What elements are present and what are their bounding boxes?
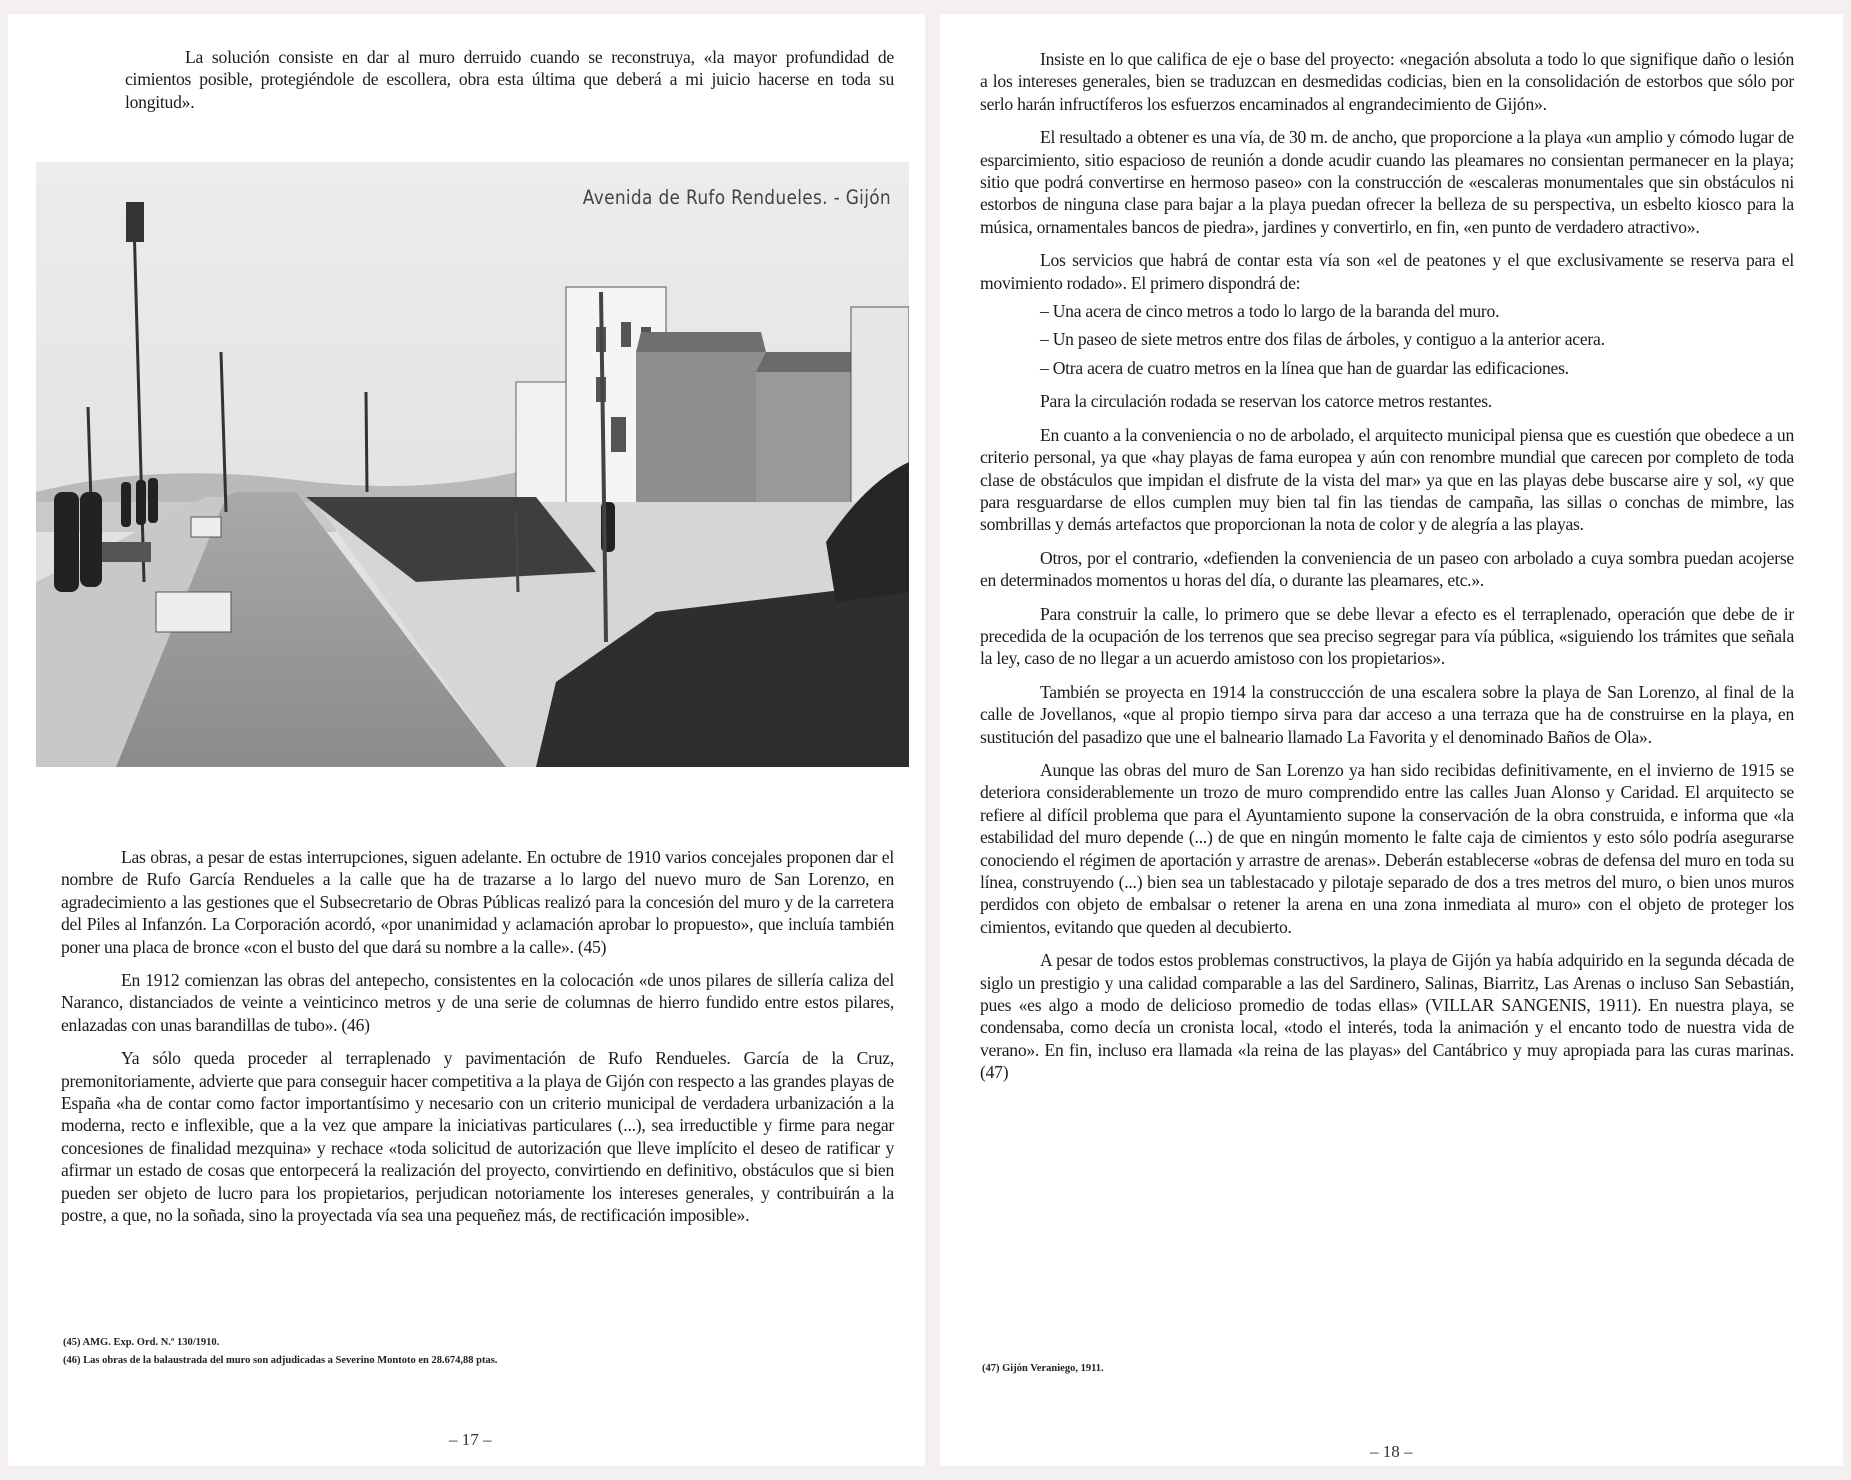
paragraph: Aunque las obras del muro de San Lorenzo ya han sido recibidas definitivamente, en el invierno de 1915 se deteriora considerablemente un trozo de muro comprendido entre las calles Juan Alonso y Caridad. El arquitecto se refiere al difícil problema que para el Ayuntamiento supone la conservación de la obra construida, e informa que «la estabilidad del muro depende (...) de que en ningún momento le falte caja de cimientos y esto sólo podría asegurarse conociendo el régimen de aportación y arrastre de arenas». Deberán establecerse «obras de defensa del muro en toda su línea, construyendo (...) bien sea un tablestacado y pilotaje separado de dos a tres metros del muro, o bien unos muros perdidos con objeto de embalsar o retener la arena en una zona inmediata al muro» con el objeto de proteger los cimientos, evitando que queden al decubierto. — [980, 759, 1794, 937]
paragraph: Ya sólo queda proceder al terraplenado y pavimentación de Rufo Rendueles. García de la Cruz, premonitoriamente, advierte que para conseguir hacer competitiva a la playa de Gijón con respecto a las grandes playas de España «ha de contar como factor importantísimo y necesario con un criterio municipal de verdadera urbanización a la moderna, recto e inflexible, que a la vez que ampare la iniciativas particulares (...), sea irreductible y firme para negar concesiones de finalidad mezquina» y rechace «toda solicitud de autorización que lleve implícito el deseo de ratificar y afirmar un estado de cosas que entorpecerá la realización del proyecto, convirtiendo en definitivo, obstáculos que si bien pueden ser objeto de lucro para los propietarios, perjudican notoriamente los intereses generales, y contribuirán a la postre, a que, no la soñada, sino la proyectada vía sea una pequeñez más, de rectificación imposible». — [61, 1048, 894, 1226]
list-item: – Otra acera de cuatro metros en la línea que han de guardar las edificaciones. — [1040, 357, 1569, 378]
paragraph: Otros, por el contrario, «defienden la conveniencia de un paseo con arbolado a cuya sombra puedan acojerse en determinados momentos u horas del día, o durante las pleamares, etc.». — [980, 547, 1794, 591]
paragraph: También se proyecta en 1914 la construccción de una escalera sobre la playa de San Lorenzo, al final de la calle de Jovellanos, «que al propio tiempo sirva para dar acceso a una terraza que ha de construirse en la playa, en sustitución del pasadizo que une el balneario llamado La Favorita y el denominado Baños de Ola». — [980, 681, 1794, 747]
page-18 — [940, 14, 1843, 1466]
services-list — [980, 300, 1794, 379]
paragraph: La solución consiste en dar al muro derruido cuando se reconstruya, «la mayor profundidad de cimientos posible, protegiéndole de escollera, obra esta última que deberá a mi juicio hacerse en toda su longitud». — [125, 47, 894, 112]
page-number: – 17 – — [449, 1430, 492, 1449]
intro-text — [125, 46, 894, 124]
paragraph: El resultado a obtener es una vía, de 30 m. de ancho, que proporcione a la playa «un amplio y cómodo lugar de esparcimiento, sitio espacioso de reunión a donde acudir cuando las pleamares no consientan permanecer en la playa; sitio que podrá convertirse en hermoso paseo» con la construcción de «escaleras monumentales que sin obstáculos ni estorbos de ninguna clase para bajar a la playa puedan ofrecer la belleza de su perspectiva, un esbelto kiosco para la música, ornamentales bancos de piedra», jardines y convertirlo, en fin, «en punto de verdadero atractivo». — [980, 127, 1794, 237]
paragraph: Para la circulación rodada se reservan los catorce metros restantes. — [1040, 391, 1492, 412]
historic-photo — [36, 162, 909, 767]
footnote: (45) AMG. Exp. Ord. N.º 130/1910. — [63, 1337, 220, 1348]
right-body-text — [980, 48, 1794, 1095]
paragraph: A pesar de todos estos problemas constructivos, la playa de Gijón ya había adquirido en la segunda década de siglo un prestigio y una calidad comparable a las del Sardinero, Salinas, Biarritz, Las Arenas o incluso San Sebastián, pues «es algo a modo de delicioso promedio de todas ellas» (VILLAR SANGENIS, 1911). En nuestra playa, se condensaba, como decía un cronista local, «todo el interés, toda la animación y el encanto todo de nuestra vida de verano». En fin, incluso era llamada «la reina de las playas» del Cantábrico y muy apropiada para las curas marinas. (47) — [980, 950, 1794, 1083]
paragraph: En 1912 comienzan las obras del antepecho, consistentes en la colocación «de unos pilares de sillería caliza del Naranco, distanciados de veinte a veinticinco metros y de una serie de columnas de hierro fundido entre estos pilares, enlazadas con unas barandillas de tubo». (46) — [61, 970, 894, 1035]
photo-caption: Avenida de Rufo Rendueles. - Gijón — [582, 186, 891, 210]
list-item: – Una acera de cinco metros a todo lo largo de la baranda del muro. — [1040, 301, 1500, 322]
paragraph: Insiste en lo que califica de eje o base del proyecto: «negación absoluta a todo lo que signifique daño o lesión a los intereses generales, bien se traduzcan en desmedidas codicias, bien en la consolidación de estorbos que sólo por serlo harán infructíferos los esfuerzos encaminados al engrandecimiento de Gijón». — [980, 49, 1794, 114]
left-body-text — [61, 846, 894, 1238]
footnote: (46) Las obras de la balaustrada del muro son adjudicadas a Severino Montoto en 28.674,88 ptas. — [63, 1355, 498, 1366]
footnote: (47) Gijón Veraniego, 1911. — [982, 1363, 1104, 1374]
paragraph: Los servicios que habrá de contar esta vía son «el de peatones y el que exclusivamente se reserva para el movimiento rodado». El primero dispondrá de: — [980, 250, 1794, 293]
footnotes — [982, 1360, 1104, 1378]
page-number: – 18 – — [1370, 1442, 1413, 1461]
page-17 — [8, 14, 925, 1466]
paragraph: Para construir la calle, lo primero que se debe llevar a efecto es el terraplenado, operación que debe de ir precedida de la ocupación de los terrenos que sea preciso segregar para vía pública, «siguiendo los trámites que señala la ley, caso de no llegar a un acuerdo amistoso con los propietarios». — [980, 603, 1794, 669]
footnotes — [63, 1334, 497, 1370]
list-item: – Un paseo de siete metros entre dos filas de árboles, y contiguo a la anterior acera. — [1040, 329, 1605, 350]
paragraph: En cuanto a la conveniencia o no de arbolado, el arquitecto municipal piensa que es cuestión que obedece a un criterio personal, ya que «hay playas de fama europea y aún con renombre mundial que carecen por completo de toda clase de obstáculos que impidan el disfrute de la vista del mar» ya que en las playas debe buscarse aire y sol, «y que para resguardarse de ellos cumplen muy bien tal fin las tiendas de campaña, las sillas o conchas de mimbre, las sombrillas y demás artefactos que proporcionan la nota de color y de alegría a las playas. — [980, 424, 1794, 535]
promenade-photo-icon — [36, 162, 909, 767]
paragraph: Las obras, a pesar de estas interrupciones, siguen adelante. En octubre de 1910 varios concejales proponen dar el nombre de Rufo García Rendueles a la calle que ha de trazarse a lo largo del nuevo muro de San Lorenzo, en agradecimiento a las gestiones que el Subsecretario de Obras Públicas realizó para la concesión del muro y de la carretera del Piles al Infanzón. La Corporación acordó, «por unanimidad y aclamación aprobar lo propuesto», que incluía también poner una placa de bronce «con el busto del que dará su nombre a la calle». (45) — [61, 847, 894, 957]
